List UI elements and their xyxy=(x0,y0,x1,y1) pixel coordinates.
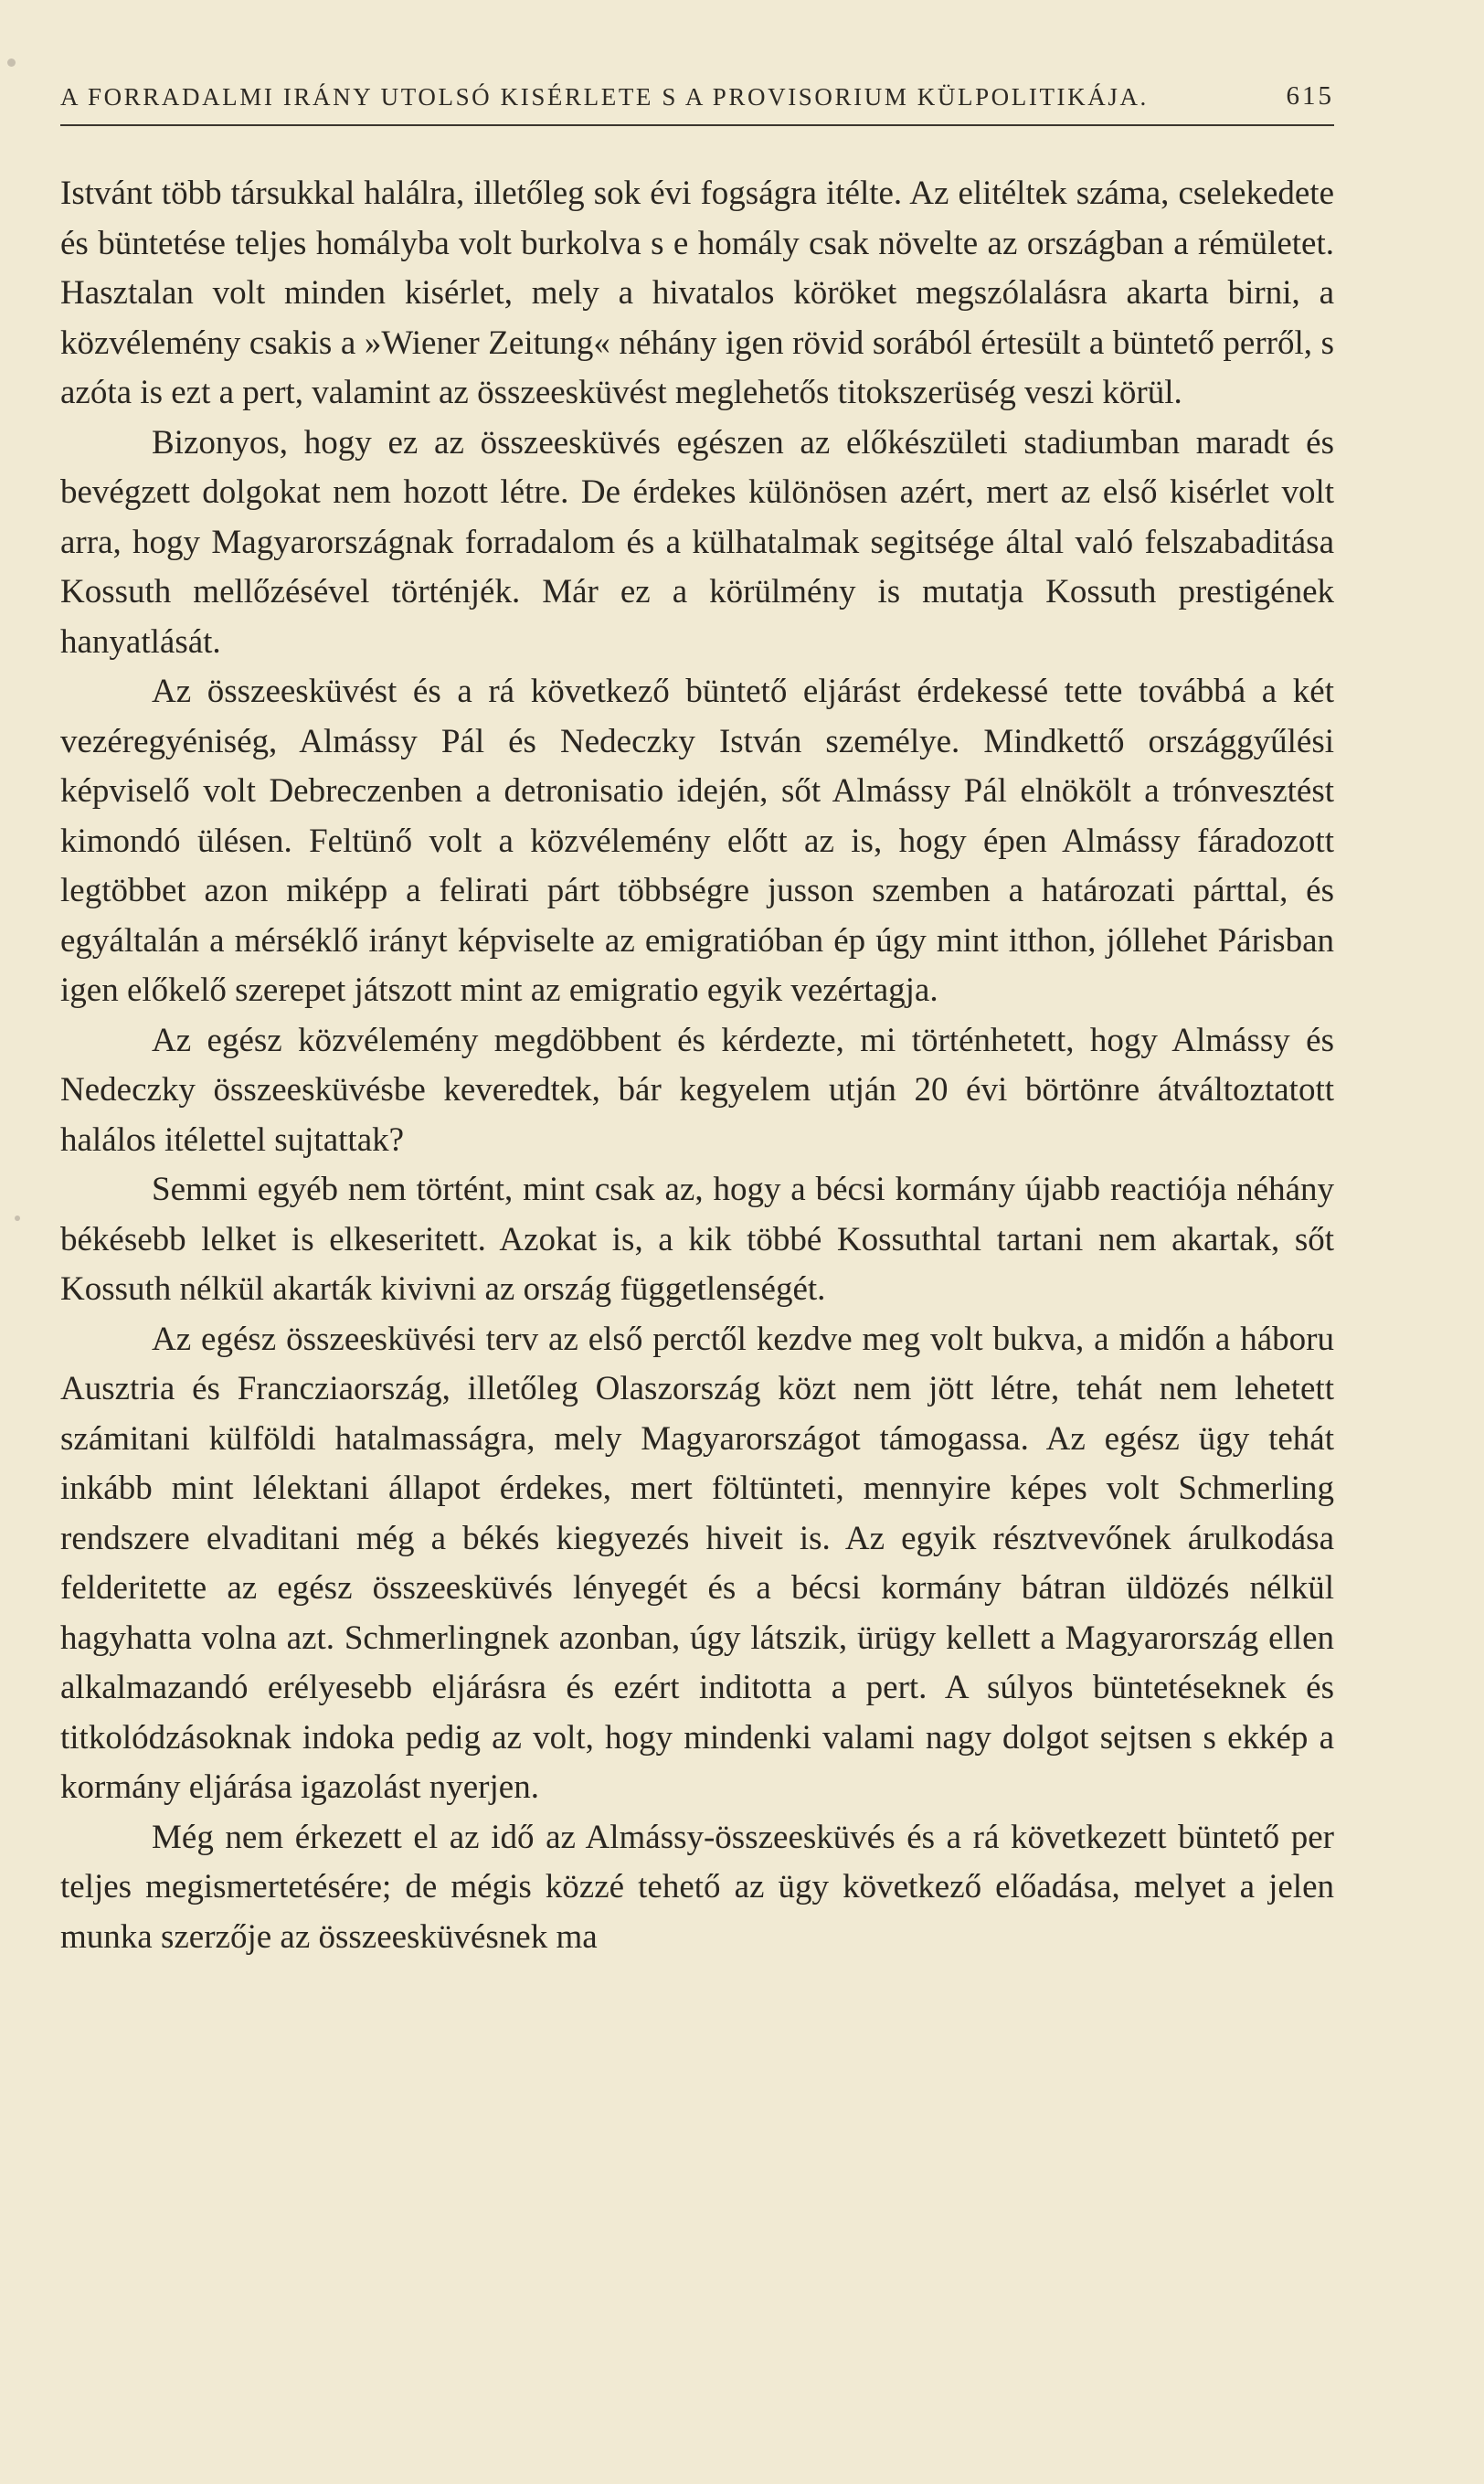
paragraph: Az egész közvélemény megdöbbent és kérdezte, mi történhetett, hogy Almássy és Nedeczky összeesküvésbe keveredtek, bár kegyelem utján 20 évi börtönre átváltoztatott halálos itélettel sujtattak? xyxy=(60,1021,1334,1159)
running-head xyxy=(60,71,1334,111)
paragraph: Még nem érkezett el az idő az Almássy-összeesküvés és a rá következett büntető per teljes megismertetésére; de mégis közzé tehető az ügy következő előadása, melyet a jelen munka szerzője az összeesküvésnek ma xyxy=(60,1818,1334,1956)
paragraph: Bizonyos, hogy ez az összeesküvés egészen az előkészületi stadiumban maradt és bevégzett dolgokat nem hozott létre. De érdekes különösen azért, mert az első kisérlet volt arra, hogy Magyarországnak forradalom és a külhatalmak segitsége által való felszabaditása Kossuth mellőzésével történjék. Már ez a körülmény is mutatja Kossuth prestigének hanyatlását. xyxy=(60,423,1334,661)
header-rule xyxy=(60,124,1334,126)
paper-speck xyxy=(7,58,16,67)
body-text xyxy=(60,169,1334,1962)
paragraph: Semmi egyéb nem történt, mint csak az, hogy a bécsi kormány újabb reactiója néhány békésebb lelket is elkeseritett. Azokat is, a kik többé Kossuthtal tartani nem akartak, sőt Kossuth nélkül akarták kivivni az ország függetlenségét. xyxy=(60,1171,1334,1308)
paragraph: Az egész összeesküvési terv az első perctől kezdve meg volt bukva, a midőn a háboru Ausztria és Francziaország, illetőleg Olaszország közt nem jött létre, tehát nem lehetett számitani külföldi hatalmasságra, mely Magyarországot támogassa. Az egész ügy tehát inkább mint lélektani állapot érdekes, mert föltünteti, mennyire képes volt Schmerling rendszere elvaditani még a békés kiegyezés hiveit is. Az egyik résztvevőnek árulkodása felderitette az egész összeesküvés lényegét és a bécsi kormány bátran üldözés nélkül hagyhatta volna azt. Schmerlingnek azonban, úgy látszik, ürügy kellett a Magyarország ellen alkalmazandó erélyesebb eljárásra és ezért inditotta a pert. A súlyos büntetéseknek és titkolódzásoknak indoka pedig az volt, hogy mindenki valami nagy dolgot sejtsen s ekkép a kormány eljárása igazolást nyerjen. xyxy=(60,1320,1334,1806)
paper-speck xyxy=(15,1215,20,1221)
paragraph: Az összeesküvést és a rá következő büntető eljárást érdekessé tette továbbá a két vezéregyéniség, Almássy Pál és Nedeczky István személye. Mindkettő országgyűlési képviselő volt Debreczenben a detronisatio idején, sőt Almássy Pál elnökölt a trónvesztést kimondó ülésen. Feltünő volt a közvélemény előtt az is, hogy épen Almássy fáradozott legtöbbet azon miképp a felirati párt többségre jusson szemben a határozati párttal, és egyáltalán a mérséklő irányt képviselte az emigratióban ép úgy mint itthon, jóllehet Párisban igen előkelő szerepet játszott mint az emigratio egyik vezértagja. xyxy=(60,673,1334,1009)
paragraph: Istvánt több társukkal halálra, illetőleg sok évi fogságra itélte. Az elitéltek száma, cselekedete és büntetése teljes homályba volt burkolva s e homály csak növelte az országban a rémületet. Hasztalan volt minden kisérlet, mely a hivatalos köröket megszólalásra akarta birni, a közvélemény csakis a »Wiener Zeitung« néhány igen rövid sorából értesült a büntető perről, s azóta is ezt a pert, valamint az összeesküvést meglehetős titokszerüség veszi körül. xyxy=(60,175,1334,411)
page-number: 615 xyxy=(1286,81,1334,111)
running-title: A FORRADALMI IRÁNY UTOLSÓ KISÉRLETE S A PROVISORIUM KÜLPOLITIKÁJA. xyxy=(60,83,1149,111)
